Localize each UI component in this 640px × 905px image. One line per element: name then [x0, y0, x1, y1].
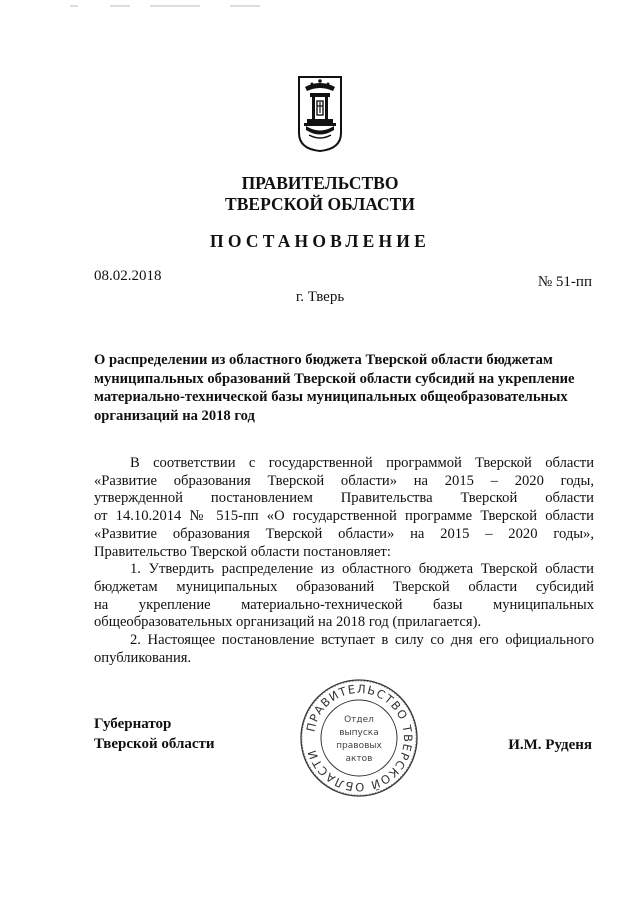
document-type: ПОСТАНОВЛЕНИЕ — [210, 231, 430, 251]
body-line: «Развитие образования Тверской области» на 2015 – 2020 годы, — [94, 472, 594, 489]
document-subject — [94, 351, 594, 425]
stamp-ring-text: ПРАВИТЕЛЬСТВО ТВЕРСКОЙ ОБЛАСТИ — [303, 681, 416, 795]
signatory-position-line1: Губернатор — [94, 716, 172, 732]
body-line: Правительство Тверской области постановляет: — [94, 543, 391, 560]
scan-marks — [70, 4, 270, 8]
document-number: № 51-пп — [537, 274, 592, 290]
body-line: В соответствии с государственной программой Тверской области — [130, 455, 594, 471]
stamp-center-line: выпуска — [339, 728, 379, 738]
subject-line: муниципальных образований Тверской области субсидий на укрепление — [94, 370, 575, 387]
stamp-center-line: Отдел — [344, 715, 374, 725]
body-line: общеобразовательных организаций на 2018 год (прилагается). — [94, 614, 482, 631]
signatory-name: И.М. Руденя — [508, 737, 592, 753]
document-body — [94, 455, 594, 667]
body-line: бюджетам муниципальных образований Тверской области субсидий — [94, 578, 594, 595]
official-stamp — [298, 677, 420, 799]
signatory-position — [94, 714, 215, 754]
body-line: опубликования. — [94, 649, 192, 666]
subject-line: материально-технической базы муниципальных общеобразовательных — [94, 389, 568, 405]
subject-line: организаций на 2018 год — [94, 407, 255, 424]
body-line: 1. Утвердить распределение из областного бюджета Тверской области — [130, 561, 594, 578]
document-city: г. Тверь — [295, 289, 345, 305]
signatory-position-line2: Тверской области — [94, 736, 215, 752]
body-line: на укрепление материально-технической базы муниципальных — [94, 596, 594, 613]
body-line: от 14.10.2014 № 515-пп «О государственной программе Тверской области — [94, 508, 594, 525]
stamp-center-line: правовых — [336, 741, 382, 751]
body-line: «Развитие образования Тверской области» на 2015 – 2020 годы», — [94, 525, 594, 542]
coat-of-arms-icon — [297, 75, 343, 153]
government-title-line1: ПРАВИТЕЛЬСТВО — [241, 173, 399, 193]
body-line: 2. Настоящее постановление вступает в силу со дня его официального — [130, 632, 594, 649]
stamp-center-line: актов — [345, 754, 373, 764]
subject-line: О распределении из областного бюджета Тверской области бюджетам — [94, 352, 553, 368]
body-line: утвержденной постановлением Правительства Тверской области — [94, 490, 594, 507]
government-title-line2: ТВЕРСКОЙ ОБЛАСТИ — [225, 194, 415, 214]
document-date: 08.02.2018 — [94, 268, 162, 284]
